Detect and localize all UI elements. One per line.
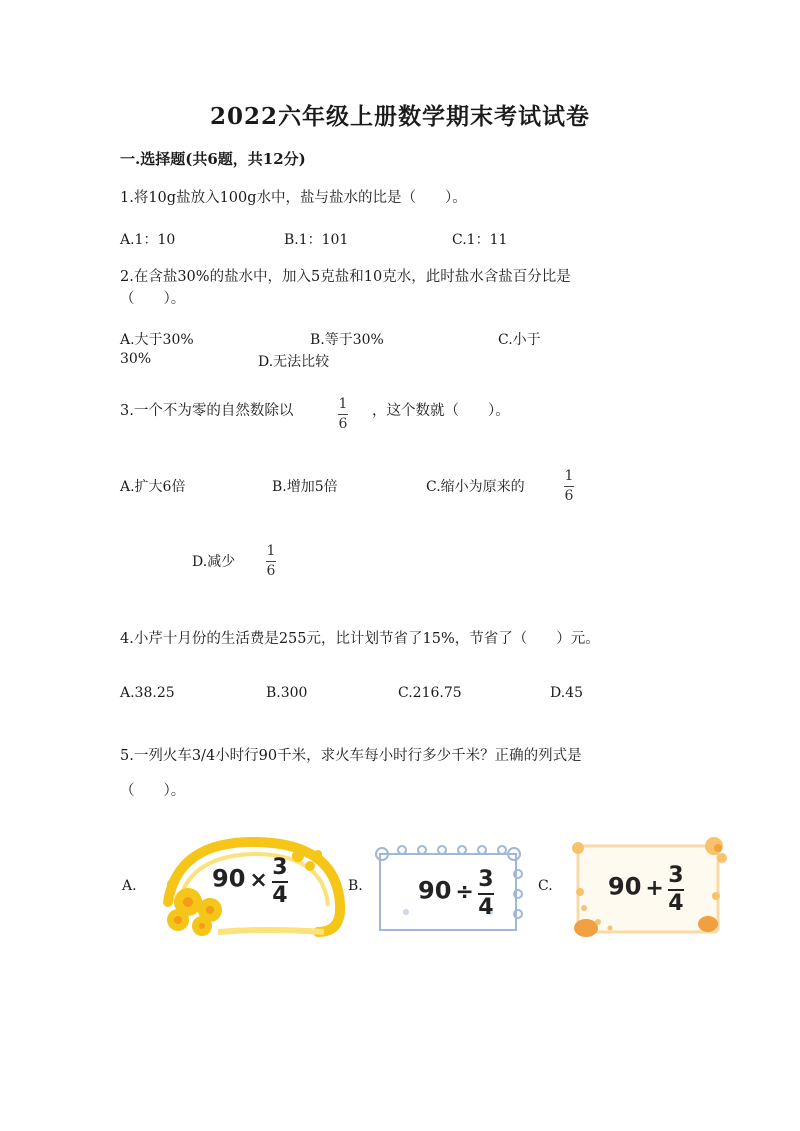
q2-option-c-cont: 30% xyxy=(120,351,152,367)
fraction-numerator: 3 xyxy=(478,867,494,892)
q3-option-d-fraction xyxy=(266,544,276,579)
question-5-stem-cont: （ ）。 xyxy=(120,783,186,799)
q3-option-d: D.减少 xyxy=(192,554,236,570)
question-2-stem: 2.在含盐30%的盐水中，加入5克盐和10克水，此时盐水含盐百分比是 xyxy=(120,269,571,285)
divide-sign: ÷ xyxy=(455,879,474,905)
card-b-fraction xyxy=(478,868,494,920)
card-b-number: 90 xyxy=(418,876,452,905)
q4-option-d: D.45 xyxy=(550,685,583,701)
fraction-bar xyxy=(266,561,276,562)
fraction-denominator: 6 xyxy=(338,416,348,432)
question-3-stem-cont: ，这个数就（ ）。 xyxy=(372,403,510,419)
q2-option-c: C.小于 xyxy=(498,332,541,348)
fraction-numerator: 1 xyxy=(266,543,276,559)
q5-card-b xyxy=(372,842,524,938)
page-title: 2022六年级上册数学期末考试试卷 xyxy=(209,103,590,130)
q3-option-b: B.增加5倍 xyxy=(272,479,338,495)
q5-option-a-label: A. xyxy=(122,878,137,894)
q5-option-b-label: B. xyxy=(348,878,363,894)
card-c-number: 90 xyxy=(608,872,642,901)
q2-option-a: A.大于30% xyxy=(120,332,194,348)
fraction-denominator: 6 xyxy=(564,488,574,504)
fraction-numerator: 3 xyxy=(668,863,684,888)
q1-option-a: A.1：10 xyxy=(120,232,176,248)
question-2-stem-cont: （ ）。 xyxy=(120,291,186,307)
card-a-number: 90 xyxy=(212,864,246,893)
q4-option-a: A.38.25 xyxy=(120,685,175,701)
card-a-expression xyxy=(212,856,288,908)
q4-option-c: C.216.75 xyxy=(398,685,462,701)
question-4-stem: 4.小芹十月份的生活费是255元，比计划节省了15%，节省了（ ）元。 xyxy=(120,631,600,647)
card-c-fraction xyxy=(668,864,684,916)
card-b-expression xyxy=(418,868,494,920)
question-5-stem: 5.一列火车3/4小时行90千米，求火车每小时行多少千米？正确的列式是 xyxy=(120,748,582,764)
fraction-numerator: 1 xyxy=(564,468,574,484)
q1-option-c: C.1：11 xyxy=(452,232,508,248)
q3-option-c-fraction xyxy=(564,469,574,504)
q5-card-a xyxy=(148,832,348,938)
q3-fraction xyxy=(338,397,348,432)
fraction-denominator: 6 xyxy=(266,563,276,579)
plus-sign: + xyxy=(645,875,664,901)
q4-option-b: B.300 xyxy=(266,685,308,701)
q5-option-c-label: C. xyxy=(538,878,553,894)
question-3-stem: 3.一个不为零的自然数除以 xyxy=(120,403,294,419)
fraction-denominator: 4 xyxy=(668,891,684,916)
q3-option-a: A.扩大6倍 xyxy=(120,479,186,495)
multiply-sign: × xyxy=(249,867,268,893)
fraction-bar xyxy=(338,414,348,415)
fraction-bar xyxy=(564,486,574,487)
fraction-denominator: 4 xyxy=(478,895,494,920)
section-heading: 一.选择题(共6题，共12分) xyxy=(120,150,306,168)
q2-option-b: B.等于30% xyxy=(310,332,384,348)
q2-option-d: D.无法比较 xyxy=(258,354,330,370)
fraction-numerator: 1 xyxy=(338,396,348,412)
fraction-denominator: 4 xyxy=(272,883,288,908)
fraction-numerator: 3 xyxy=(272,855,288,880)
card-a-fraction xyxy=(272,856,288,908)
q3-option-c: C.缩小为原来的 xyxy=(426,479,525,495)
question-1-stem: 1.将10g盐放入100g水中，盐与盐水的比是（ ）。 xyxy=(120,190,467,206)
card-c-expression xyxy=(608,864,684,916)
q1-option-b: B.1：101 xyxy=(284,232,349,248)
q5-card-c xyxy=(568,836,728,942)
